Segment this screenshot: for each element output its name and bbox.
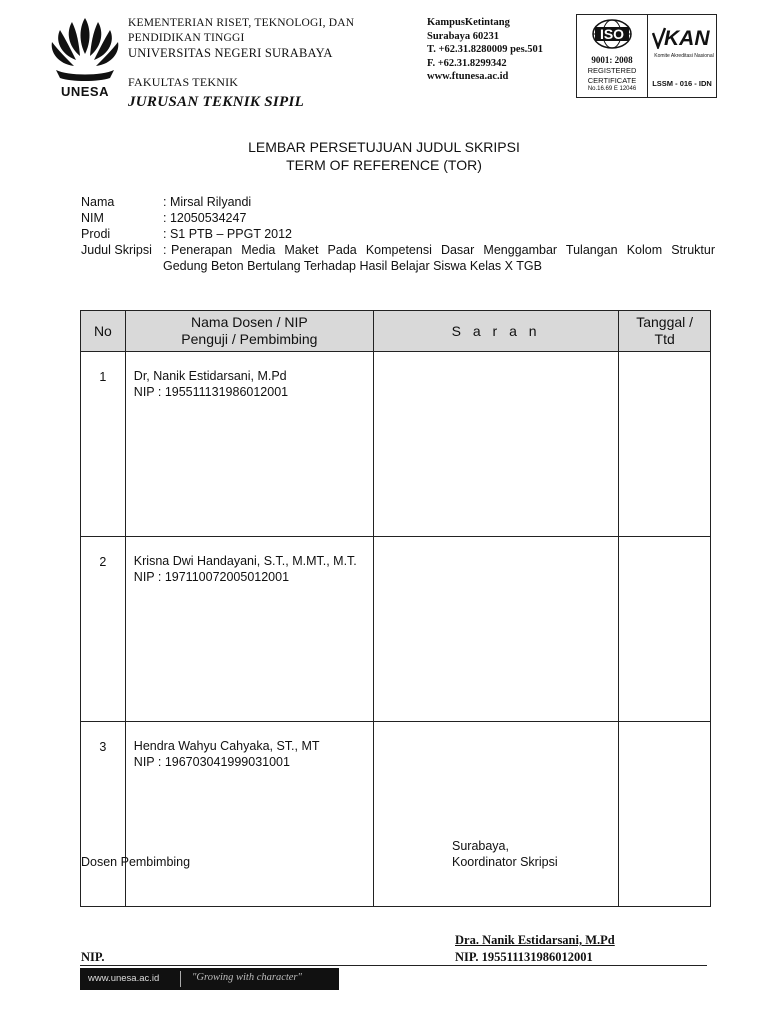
iso-standard: 9001: 2008 (591, 55, 633, 65)
footer-separator (180, 971, 181, 987)
iso-label: ISO (599, 26, 625, 42)
signature-cell[interactable] (619, 537, 711, 722)
iso-cert-number: No.16.69 E 12046 (587, 86, 637, 92)
globe-icon (591, 18, 633, 50)
iso-certificate-label: CERTIFICATE (587, 76, 637, 85)
examiner-cell (125, 352, 373, 537)
prodi-label: Prodi (81, 227, 111, 241)
table-header-row (81, 311, 711, 352)
header-ttd (619, 311, 711, 352)
row-number: 2 (81, 537, 126, 722)
certification-box (576, 14, 717, 98)
footer-website: www.unesa.ac.id (88, 973, 160, 984)
kan-subtitle: Komite Akreditasi Nasional (654, 53, 714, 59)
prodi-value: : S1 PTB – PPGT 2012 (163, 227, 293, 241)
coordinator-nip: NIP. 195511131986012001 (455, 950, 593, 964)
examiner-nip: NIP : 196703041999031001 (133, 755, 290, 769)
student-identity (81, 194, 715, 274)
examiner-nip: NIP : 197110072005012001 (133, 570, 290, 584)
kan-accreditation (648, 15, 716, 97)
unesa-logo (46, 14, 124, 102)
header-saran: S a r a n (373, 311, 618, 352)
row-number: 1 (81, 352, 126, 537)
header-nama-line2: Penguji / Pembimbing (181, 331, 318, 347)
supervisor-nip: NIP. (81, 950, 105, 964)
coordinator-block (452, 838, 558, 870)
judul-colon: : (163, 243, 167, 257)
header-nama-line1: Nama Dosen / NIP (191, 314, 308, 330)
header-nama (125, 311, 373, 352)
logo-text: UNESA (60, 84, 109, 99)
address-fax: F. +62.31.8299342 (427, 57, 507, 69)
identity-row-nama (81, 194, 715, 210)
header-ttd-line1: Tanggal / (636, 314, 694, 330)
document-subtitle: TERM OF REFERENCE (TOR) (286, 157, 482, 173)
signature-cell[interactable] (619, 352, 711, 537)
ministry-line2: PENDIDIKAN TINGGI (128, 32, 245, 44)
footer-bar (80, 968, 339, 990)
saran-cell[interactable] (373, 537, 618, 722)
address-web: www.ftunesa.ac.id (427, 71, 509, 82)
signature-city: Surabaya, (452, 839, 509, 853)
faculty-name: FAKULTAS TEKNIK (128, 75, 239, 89)
lssm-code: LSSM - 016 - IDN (652, 79, 712, 88)
identity-row-nim (81, 210, 715, 226)
identity-row-judul-cont (81, 258, 715, 274)
examiner-cell (125, 722, 373, 907)
coordinator-name: Dra. Nanik Estidarsani, M.Pd (455, 933, 615, 947)
nim-value: : 12050534247 (163, 211, 247, 225)
indent-spacer (81, 258, 163, 274)
nama-label: Nama (81, 195, 115, 209)
identity-row-prodi (81, 226, 715, 242)
examiner-cell (125, 537, 373, 722)
address-phone: T. +62.31.8280009 pes.501 (427, 44, 544, 55)
nim-label: NIM (81, 211, 104, 225)
saran-cell[interactable] (373, 722, 618, 907)
judul-value-line2: Gedung Beton Bertulang Terhadap Hasil Belajar Siswa Kelas X TGB (163, 259, 542, 273)
divider (80, 965, 707, 966)
iso-registered: REGISTERED (587, 66, 637, 75)
address-city: Surabaya 60231 (427, 30, 500, 42)
document-title: LEMBAR PERSETUJUAN JUDUL SKRIPSI (248, 139, 520, 155)
coordinator-role: Koordinator Skripsi (452, 855, 558, 869)
row-number: 3 (81, 722, 126, 907)
approval-table (80, 310, 711, 907)
institution-block (128, 16, 354, 90)
table-row (81, 722, 711, 907)
ministry-line1: KEMENTERIAN RISET, TEKNOLOGI, DAN (128, 17, 355, 29)
examiner-name: Krisna Dwi Handayani, S.T., M.MT., M.T. (133, 554, 357, 568)
supervisor-role: Dosen Pembimbing (81, 855, 191, 869)
department-name: JURUSAN TEKNIK SIPIL (128, 94, 305, 110)
address-campus: KampusKetintang (427, 17, 510, 28)
header-ttd-line2: Ttd (654, 331, 675, 347)
footer-tagline: "Growing with character" (192, 972, 302, 983)
university-name: UNIVERSITAS NEGERI SURABAYA (128, 46, 333, 60)
signature-cell[interactable] (619, 722, 711, 907)
examiner-nip: NIP : 195511131986012001 (133, 385, 289, 399)
table-row (81, 352, 711, 537)
judul-value (171, 242, 715, 258)
judul-value-line1: Penerapan Media Maket Pada Kompetensi Dasar Menggambar Tulangan Kolom Struktur (171, 243, 715, 257)
iso-certificate (577, 15, 648, 97)
saran-cell[interactable] (373, 352, 618, 537)
kan-label: KAN (664, 27, 710, 50)
identity-row-judul (81, 242, 715, 258)
nama-value: : Mirsal Rilyandi (163, 195, 252, 209)
address-block (427, 16, 543, 84)
table-row (81, 537, 711, 722)
header-no: No (81, 311, 126, 352)
judul-label: Judul Skripsi (81, 243, 152, 257)
examiner-name: Hendra Wahyu Cahyaka, ST., MT (133, 739, 320, 753)
examiner-name: Dr, Nanik Estidarsani, M.Pd (133, 369, 287, 383)
